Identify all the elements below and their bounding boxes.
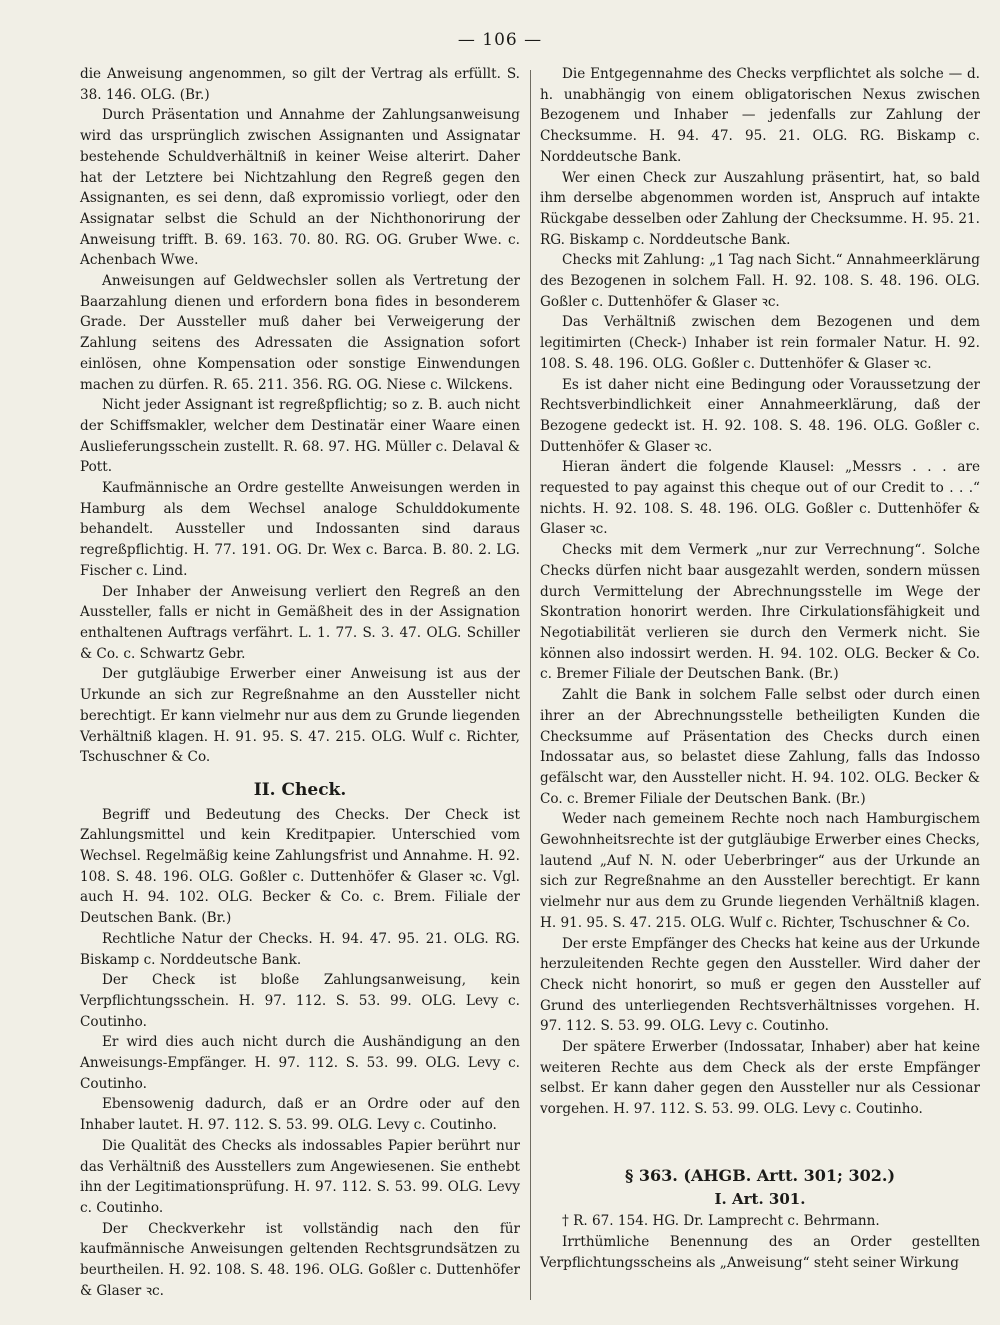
column-divider (530, 70, 531, 1300)
paragraph: Anweisungen auf Geldwechsler sollen als Vertretung der Baarzahlung dienen und erfordern bona fides in besonderem Grade. Der Aussteller muß daher bei Verweigerung der Zahlung seitens des Adressaten die Assignation sofort einlösen, ohne Kompensation oder sonstige Einwendungen machen zu dürfen. R. 65. 211. 356. RG. OG. Niese c. Wilckens. (80, 273, 520, 393)
paragraph: Zahlt die Bank in solchem Falle selbst oder durch einen ihrer an der Abrechnungsstelle betheiligten Kunden die Checksumme auf Präsentation des Checks durch einen Indossatar aus, so belastet diese Zahlung, falls das Indosso gefälscht war, den Aussteller nicht. H. 94. 102. OLG. Becker & Co. c. Bremer Filiale der Deutschen Bank. (Br.) (540, 687, 980, 807)
paragraph: Durch Präsentation und Annahme der Zahlungsanweisung wird das ursprünglich zwischen Assignanten und Assignatar bestehende Schuldverhältniß in keiner Weise alterirt. Daher hat der Letztere bei Nichtzahlung den Regreß gegen den Assignanten, es sei denn, daß expromissio vorliegt, oder den Assignatar selbst die Schuld an der Nichthonorirung der Anweisung trifft. B. 69. 163. 70. 80. RG. OG. Gruber Wwe. c. Achenbach Wwe. (80, 107, 520, 269)
section-subheading-art-301: I. Art. 301. (714, 1189, 806, 1208)
paragraph: Der Check ist bloße Zahlungsanweisung, kein Verpflichtungsschein. H. 97. 112. S. 53. 99. OLG. Levy c. Coutinho. (80, 972, 520, 1030)
left-column (80, 64, 520, 1301)
paragraph: Weder nach gemeinem Rechte noch nach Hamburgischem Gewohnheitsrechte ist der gutgläubige Erwerber eines Checks, lautend „Auf N. N. oder Ueberbringer“ aus der Urkunde an sich zur Regreßnahme an den Aussteller berechtigt. Er kann vielmehr nur aus dem zu Grunde liegenden Verhältniß klagen. H. 91. 95. S. 47. 215. OLG. Wulf c. Richter, Tschuschner & Co. (540, 811, 980, 931)
paragraph: Das Verhältniß zwischen dem Bezogenen und dem legitimirten (Check-) Inhaber ist rein formaler Natur. H. 92. 108. S. 48. 196. OLG. Goßler c. Duttenhöfer & Glaser ꝛc. (540, 314, 980, 372)
paragraph: Irrthümliche Benennung des an Order gestellten Verpflichtungsscheins als „Anweisung“ steht seiner Wirkung (540, 1233, 980, 1271)
paragraph: Der gutgläubige Erwerber einer Anweisung ist aus der Urkunde an sich zur Regreßnahme an den Aussteller nicht berechtigt. Er kann vielmehr nur aus dem zu Grunde liegenden Verhältniß klagen. H. 91. 95. S. 47. 215. OLG. Wulf c. Richter, Tschuschner & Co. (80, 666, 520, 766)
paragraph: die Anweisung angenommen, so gilt der Vertrag als erfüllt. S. 38. 146. OLG. (Br.) (80, 66, 520, 103)
paragraph: Nicht jeder Assignant ist regreßpflichtig; so z. B. auch nicht der Schiffsmakler, welcher dem Destinatär einer Waare einen Auslieferungsschein zustellt. R. 68. 97. HG. Müller c. Delaval & Pott. (80, 397, 520, 476)
right-column (540, 64, 980, 1273)
paragraph: Es ist daher nicht eine Bedingung oder Voraussetzung der Rechtsverbindlichkeit einer Annahmeerklärung, daß der Bezogene gedeckt ist. H. 92. 108. S. 48. 196. OLG. Goßler c. Duttenhöfer & Glaser ꝛc. (540, 376, 980, 455)
section-heading-363: § 363. (AHGB. Artt. 301; 302.) (624, 1165, 896, 1185)
paragraph: Er wird dies auch nicht durch die Aushändigung an den Anweisungs-Empfänger. H. 97. 112. S. 53. 99. OLG. Levy c. Coutinho. (80, 1034, 520, 1092)
paragraph: Die Qualität des Checks als indossables Papier berührt nur das Verhältniß des Ausstellers zum Angewiesenen. Sie enthebt ihn der Legitimationsprüfung. H. 97. 112. S. 53. 99. OLG. Levy c. Coutinho. (80, 1137, 520, 1216)
paragraph: Der Checkverkehr ist vollständig nach den für kaufmännische Anweisungen geltenden Rechtsgrundsätzen zu beurtheilen. H. 92. 108. S. 48. 196. OLG. Goßler c. Duttenhöfer & Glaser ꝛc. (80, 1220, 520, 1299)
section-heading-check: II. Check. (253, 779, 347, 800)
paragraph: Der Inhaber der Anweisung verliert den Regreß an den Aussteller, falls er nicht in Gemäßheit des in der Assignation enthaltenen Auftrags verfährt. L. 1. 77. S. 3. 47. OLG. Schiller & Co. c. Schwartz Gebr. (80, 583, 520, 662)
paragraph: Checks mit dem Vermerk „nur zur Verrechnung“. Solche Checks dürfen nicht baar ausgezahlt werden, sondern müssen durch Vermittelung der Abrechnungsstelle im Wege der Skontration honorirt werden. Ihre Cirkulationsfähigkeit und Negotiabilität verlieren sie durch den Vermerk nicht. Sie können also indossirt werden. H. 94. 102. OLG. Becker & Co. c. Bremer Filiale der Deutschen Bank. (Br.) (540, 542, 980, 683)
paragraph: Der spätere Erwerber (Indossatar, Inhaber) aber hat keine weiteren Rechte aus dem Check als der erste Empfänger selbst. Er kann daher gegen den Aussteller nur als Cessionar vorgehen. H. 97. 112. S. 53. 99. OLG. Levy c. Coutinho. (540, 1039, 980, 1118)
page-number: — 106 — (457, 30, 543, 50)
paragraph: † R. 67. 154. HG. Dr. Lamprecht c. Behrmann. (562, 1213, 880, 1230)
paragraph: Rechtliche Natur der Checks. H. 94. 47. 95. 21. OLG. RG. Biskamp c. Norddeutsche Bank. (80, 930, 520, 968)
paragraph: Wer einen Check zur Auszahlung präsentirt, hat, so bald ihm derselbe abgenommen worden ist, Anspruch auf intakte Rückgabe desselben oder Zahlung der Checksumme. H. 95. 21. RG. Biskamp c. Norddeutsche Bank. (540, 169, 980, 248)
paragraph: Hieran ändert die folgende Klausel: „Messrs . . . are requested to pay against this cheque out of our Credit to . . .“ nichts. H. 92. 108. S. 48. 196. OLG. Goßler c. Duttenhöfer & Glaser ꝛc. (540, 459, 980, 538)
paragraph: Der erste Empfänger des Checks hat keine aus der Urkunde herzuleitenden Rechte gegen den Aussteller. Wird daher der Check nicht honorirt, so muß er gegen den Aussteller auf Grund des unterliegenden Rechtsverhältnisses vorgehen. H. 97. 112. S. 53. 99. OLG. Levy c. Coutinho. (540, 935, 980, 1035)
paragraph: Kaufmännische an Ordre gestellte Anweisungen werden in Hamburg als dem Wechsel analoge Schulddokumente behandelt. Aussteller und Indossanten sind daraus regreßpflichtig. H. 77. 191. OG. Dr. Wex c. Barca. B. 80. 2. LG. Fischer c. Lind. (80, 480, 520, 579)
paragraph: Die Entgegennahme des Checks verpflichtet als solche — d. h. unabhängig von einem obligatorischen Nexus zwischen Bezogenem und Inhaber — jedenfalls zur Zahlung der Checksumme. H. 94. 47. 95. 21. OLG. RG. Biskamp c. Norddeutsche Bank. (540, 66, 980, 165)
paragraph: Ebensowenig dadurch, daß er an Ordre oder auf den Inhaber lautet. H. 97. 112. S. 53. 99. OLG. Levy c. Coutinho. (80, 1096, 520, 1134)
paragraph: Begriff und Bedeutung des Checks. Der Check ist Zahlungsmittel und kein Kreditpapier. Unterschied vom Wechsel. Regelmäßig keine Zahlungsfrist und Annahme. H. 92. 108. S. 48. 196. OLG. Goßler c. Duttenhöfer & Glaser ꝛc. Vgl. auch H. 94. 102. OLG. Becker & Co. c. Brem. Filiale der Deutschen Bank. (Br.) (80, 806, 520, 927)
paragraph: Checks mit Zahlung: „1 Tag nach Sicht.“ Annahmeerklärung des Bezogenen in solchem Fall. H. 92. 108. S. 48. 196. OLG. Goßler c. Duttenhöfer & Glaser ꝛc. (540, 252, 980, 310)
